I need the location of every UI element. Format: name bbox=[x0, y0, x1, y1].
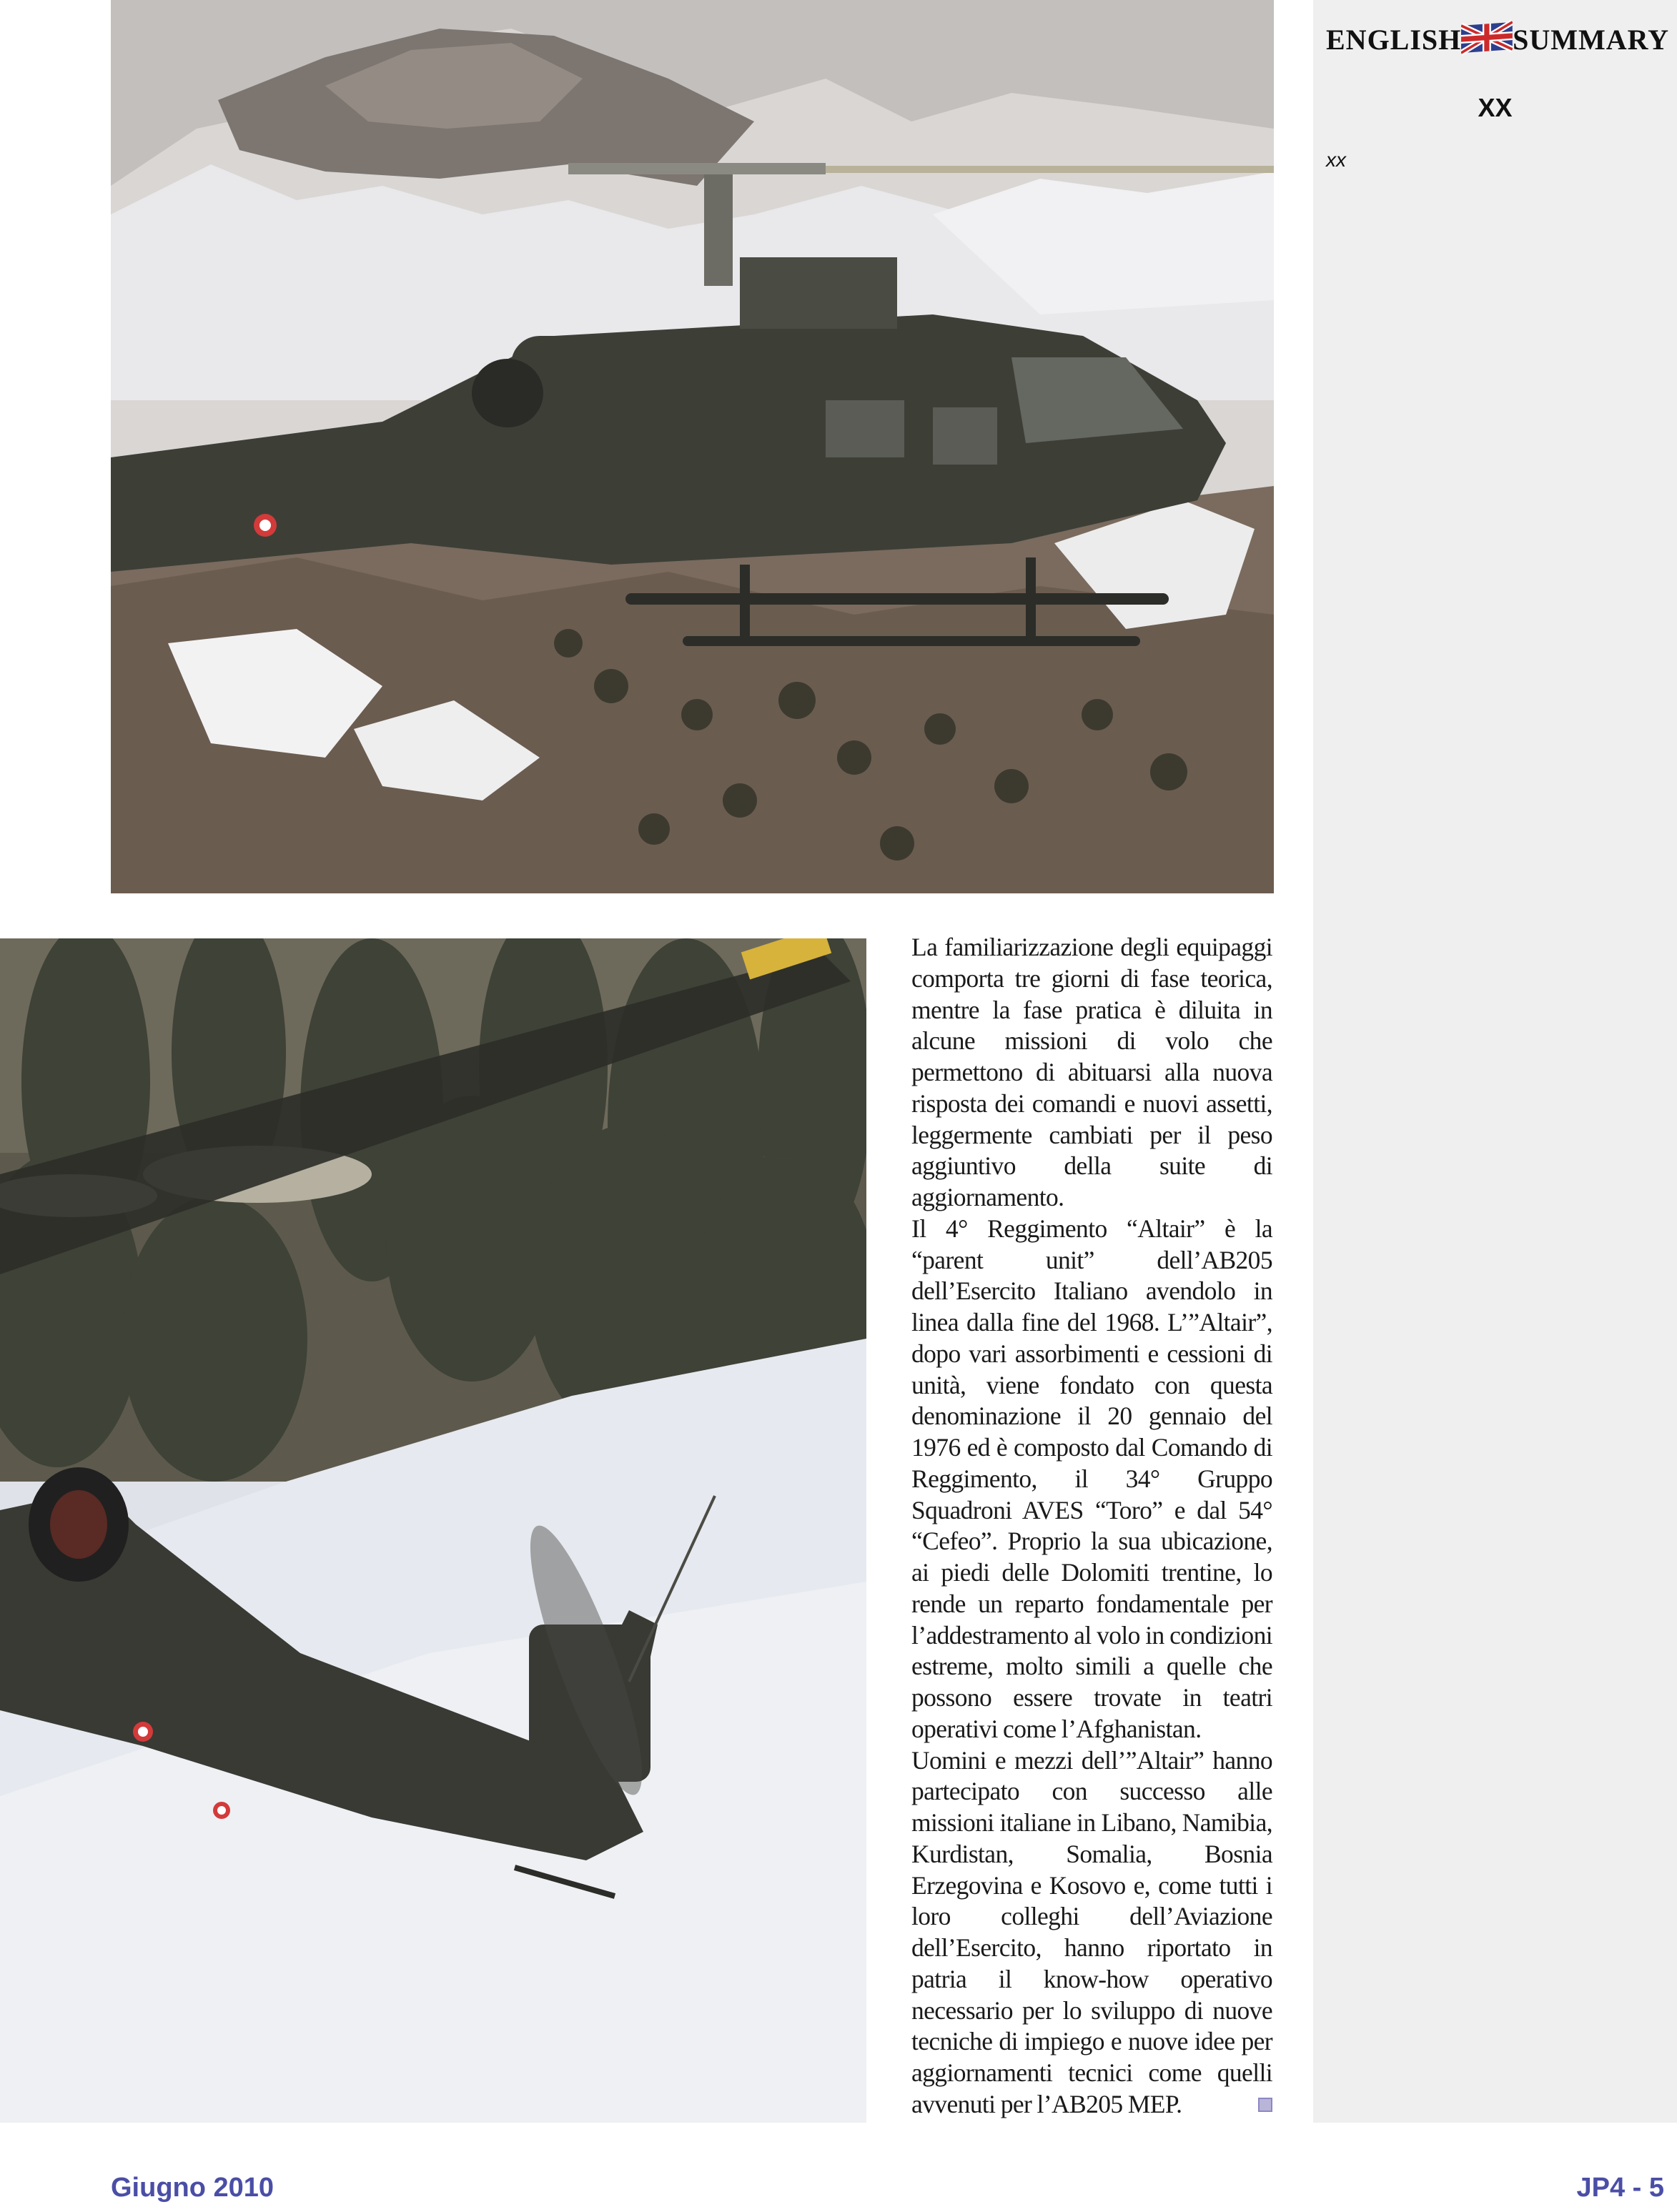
english-summary-sidebar bbox=[1313, 0, 1677, 2123]
footer-page-number: JP4 - 5 bbox=[1576, 2173, 1664, 2203]
attack-helicopter-snow-photo bbox=[0, 938, 866, 2123]
english-summary-header bbox=[1326, 13, 1669, 66]
union-jack-flag-icon bbox=[1461, 14, 1513, 64]
summary-label: SUMMARY bbox=[1513, 23, 1669, 56]
summary-title: XX bbox=[1478, 93, 1513, 122]
end-of-article-square-icon bbox=[1258, 2098, 1272, 2112]
english-label: ENGLISH bbox=[1326, 23, 1462, 56]
article-paragraph-1: La familiarizzazione degli equipaggi comporta tre giorni di fase teorica, mentre la fase pratica è diluita in alcune missioni di volo che permettono di abituarsi alla nuova risposta dei comandi e nuovi assetti, leggermente cambiati per il peso aggiuntivo della suite di aggiornamento. bbox=[911, 933, 1272, 1211]
article-paragraph-3-text: Uomini e mezzi dell’”Altair” hanno partecipato con successo alle missioni italiane in Libano, Namibia, Kurdistan, Somalia, Bosnia Erzegovina e Kosovo e, come tutti i loro colleghi dell’Aviazione dell’Esercito, hanno riportato in patria il know-how operativo necessario per lo sviluppo di nuove tecniche di impiego e nuove idee per aggiornamenti tecnici come quelli avvenuti per l’AB205 MEP. bbox=[911, 1745, 1272, 2118]
footer-date: Giugno 2010 bbox=[111, 2173, 274, 2203]
article-paragraph-2: Il 4° Reggimento “Altair” è la “parent unit” dell’AB205 dell’Esercito Italiano avendolo in linea dalla fine del 1968. L’”Altair”, dopo vari assorbimenti e cessioni di unità, viene fondato con questa denominazione il 20 gennaio del 1976 ed è composto dal Comando di Reggimento, il 34° Gruppo Squadroni AVES “Toro” e dal 54° “Cefeo”. Proprio la sua ubicazione, ai piedi delle Dolomiti trentine, lo rende un reparto fondamentale per l’addestramento al volo in condizioni estreme, molto simili a quelle che possono essere trovate in teatri operativi come l’Afghanistan. bbox=[911, 1214, 1272, 1743]
helicopter-mountain-photo bbox=[111, 0, 1274, 893]
article-text-column bbox=[911, 932, 1272, 2121]
article-paragraph-3 bbox=[911, 1745, 1272, 2121]
summary-body: xx bbox=[1326, 149, 1346, 171]
